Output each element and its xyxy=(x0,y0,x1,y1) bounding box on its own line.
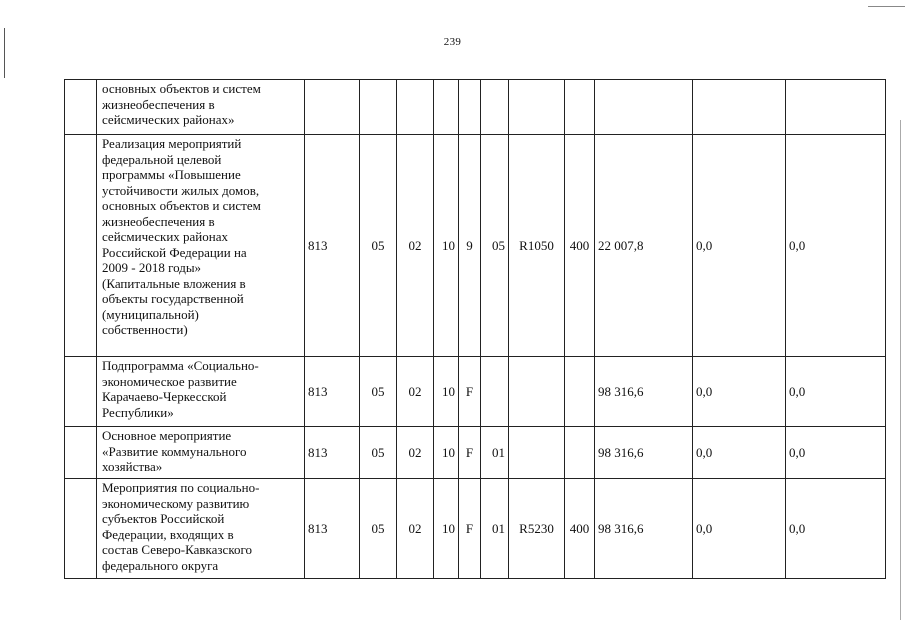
event-cell xyxy=(481,357,509,427)
amount-2018-cell xyxy=(595,80,693,135)
amount-2020-cell: 0,0 xyxy=(786,135,886,357)
row-name: Реализация мероприятий федеральной целевой программы «Повышение устойчивости жилых домов, основных объектов и систем жизнеобеспечения в сейсмических районах Российской Федерации на 2009 - 2018 годы» (Капитальные вложения в объекты государственной (муниципальной) собственности) xyxy=(97,135,305,357)
amount-2020-cell xyxy=(786,80,886,135)
program-cell: 10 xyxy=(434,357,459,427)
amount-2019-cell: 0,0 xyxy=(693,479,786,579)
amount-2018-cell: 98 316,6 xyxy=(595,427,693,479)
event-cell xyxy=(481,80,509,135)
subprogram-cell: F xyxy=(459,427,481,479)
section-cell: 05 xyxy=(360,479,397,579)
event-cell: 01 xyxy=(481,427,509,479)
row-margin-cell xyxy=(65,479,97,579)
amount-2020-cell: 0,0 xyxy=(786,357,886,427)
subsection-cell: 02 xyxy=(397,479,434,579)
row-margin-cell xyxy=(65,80,97,135)
ministry-cell: 813 xyxy=(305,135,360,357)
scan-edge-right xyxy=(900,120,901,620)
page-number: 239 xyxy=(443,36,462,48)
amount-2018-cell: 98 316,6 xyxy=(595,479,693,579)
section-cell: 05 xyxy=(360,427,397,479)
row-name: Основное мероприятие «Развитие коммунального хозяйства» xyxy=(97,427,305,479)
amount-2020-cell: 0,0 xyxy=(786,427,886,479)
event-cell: 01 xyxy=(481,479,509,579)
expense-type-cell xyxy=(565,357,595,427)
row-name: Подпрограмма «Социально- экономическое развитие Карачаево-Черкесской Республики» xyxy=(97,357,305,427)
subsection-cell: 02 xyxy=(397,427,434,479)
ministry-cell: 813 xyxy=(305,479,360,579)
subsection-cell: 02 xyxy=(397,135,434,357)
table-row xyxy=(65,427,886,479)
row-margin-cell xyxy=(65,427,97,479)
program-cell: 10 xyxy=(434,427,459,479)
section-cell xyxy=(360,80,397,135)
row-margin-cell xyxy=(65,357,97,427)
subsection-cell xyxy=(397,80,434,135)
event-cell: 05 xyxy=(481,135,509,357)
subprogram-cell: F xyxy=(459,479,481,579)
direction-cell xyxy=(509,427,565,479)
amount-2019-cell: 0,0 xyxy=(693,135,786,357)
scan-edge-top xyxy=(868,6,905,7)
direction-cell: R5230 xyxy=(509,479,565,579)
direction-cell xyxy=(509,80,565,135)
program-cell: 10 xyxy=(434,135,459,357)
expense-type-cell: 400 xyxy=(565,479,595,579)
section-cell: 05 xyxy=(360,357,397,427)
amount-2018-cell: 98 316,6 xyxy=(595,357,693,427)
program-cell xyxy=(434,80,459,135)
section-cell: 05 xyxy=(360,135,397,357)
ministry-cell: 813 xyxy=(305,357,360,427)
expense-type-cell xyxy=(565,80,595,135)
expense-type-cell: 400 xyxy=(565,135,595,357)
subprogram-cell: 9 xyxy=(459,135,481,357)
subsection-cell: 02 xyxy=(397,357,434,427)
amount-2019-cell: 0,0 xyxy=(693,427,786,479)
table-row xyxy=(65,357,886,427)
amount-2018-cell: 22 007,8 xyxy=(595,135,693,357)
amount-2019-cell xyxy=(693,80,786,135)
direction-cell: R1050 xyxy=(509,135,565,357)
budget-table xyxy=(64,79,886,579)
table-row xyxy=(65,479,886,579)
table-row xyxy=(65,80,886,135)
row-margin-cell xyxy=(65,135,97,357)
subprogram-cell xyxy=(459,80,481,135)
ministry-cell: 813 xyxy=(305,427,360,479)
row-name: основных объектов и систем жизнеобеспечения в сейсмических районах» xyxy=(97,80,305,135)
row-name: Мероприятия по социально- экономическому развитию субъектов Российской Федерации, входящих в состав Северо-Кавказского федерального округа xyxy=(97,479,305,579)
ministry-cell xyxy=(305,80,360,135)
subprogram-cell: F xyxy=(459,357,481,427)
direction-cell xyxy=(509,357,565,427)
expense-type-cell xyxy=(565,427,595,479)
amount-2020-cell: 0,0 xyxy=(786,479,886,579)
amount-2019-cell: 0,0 xyxy=(693,357,786,427)
table-row xyxy=(65,135,886,357)
program-cell: 10 xyxy=(434,479,459,579)
